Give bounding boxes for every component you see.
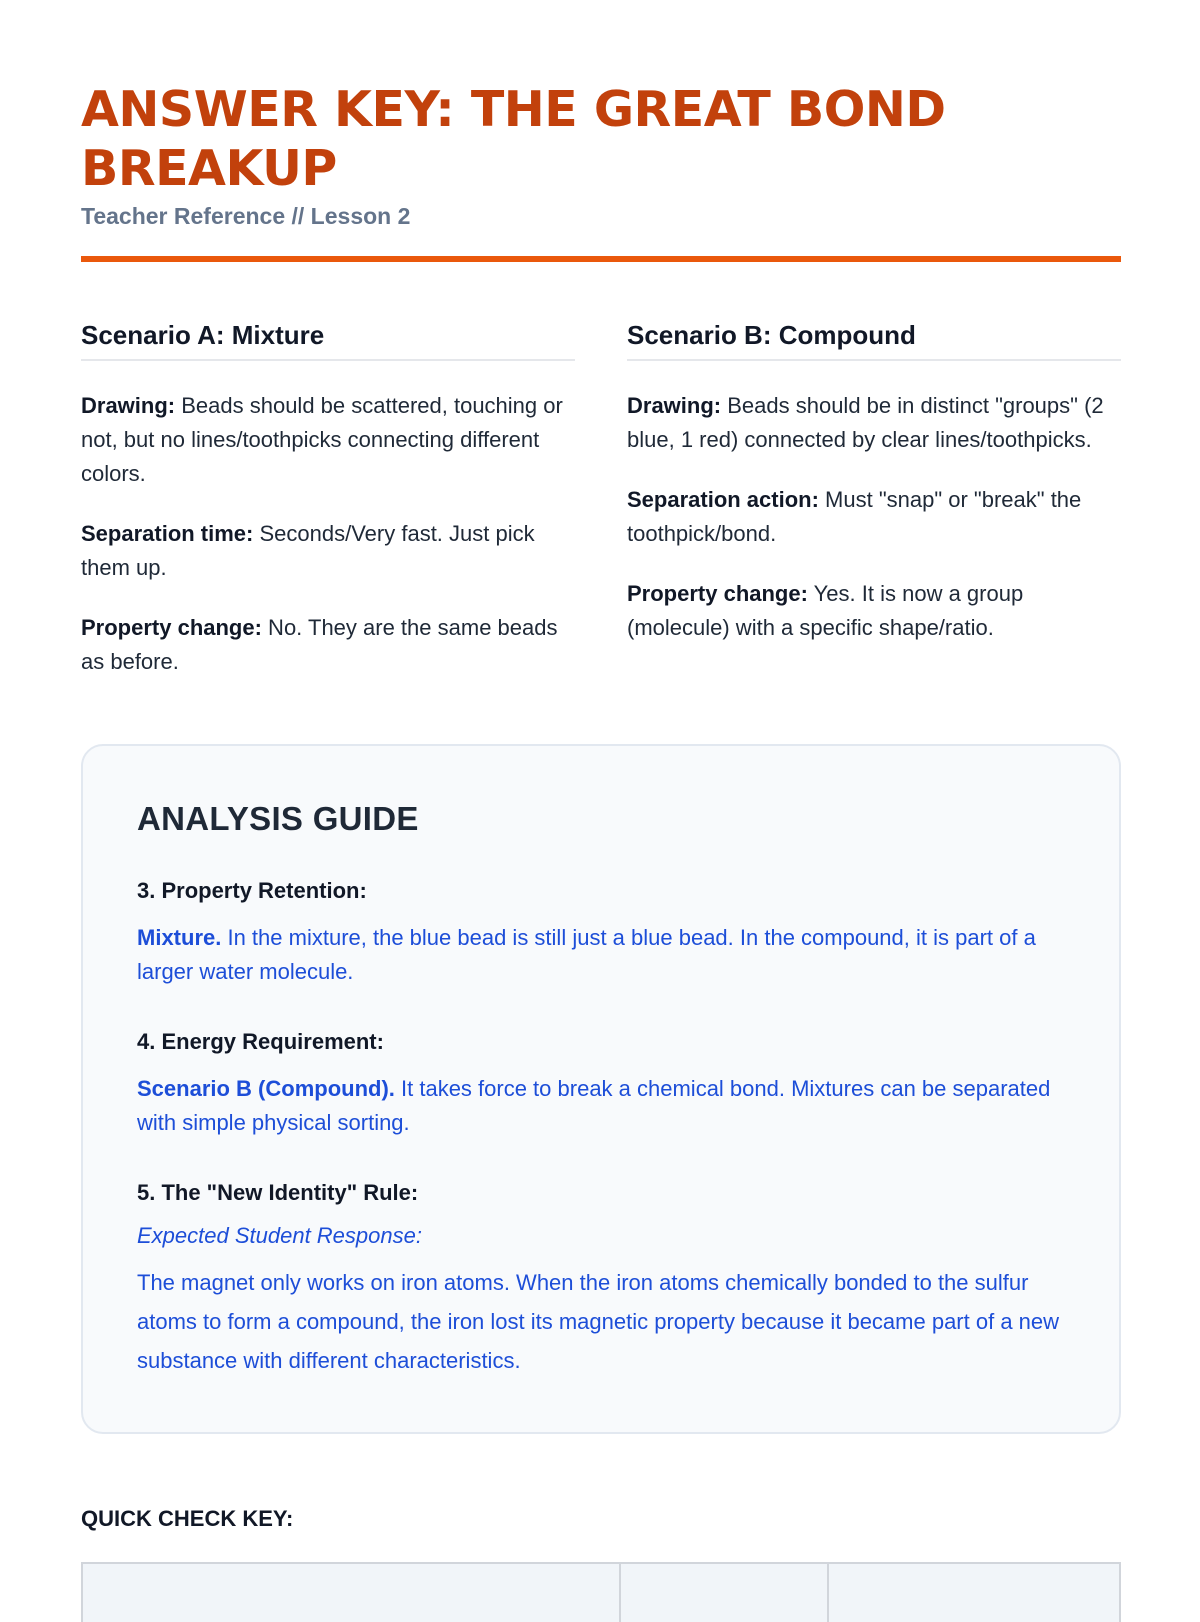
page-subtitle: Teacher Reference // Lesson 2	[81, 203, 411, 229]
question-4	[137, 1029, 1065, 1140]
scenario-a	[81, 317, 575, 679]
question-5-title: 5. The "New Identity" Rule:	[137, 1180, 419, 1205]
scenario-b-property-text: Yes. It is now a group (molecule) with a specific shape/ratio.	[627, 581, 1024, 640]
scenario-b-heading: Scenario B: Compound	[627, 317, 1121, 361]
question-5	[137, 1180, 1065, 1380]
quick-check-table-header-cell	[621, 1564, 829, 1622]
question-3-answer-text: In the mixture, the blue bead is still just a blue bead. In the compound, it is part of a larger water molecule.	[137, 925, 1036, 984]
scenario-b-separation	[627, 483, 1121, 551]
question-3	[137, 878, 1065, 989]
page-title: ANSWER KEY: THE GREAT BOND BREAKUP	[81, 81, 946, 197]
scenario-a-separation	[81, 517, 575, 585]
scenario-b-drawing-text: Beads should be in distinct "groups" (2 blue, 1 red) connected by clear lines/toothpicks.	[627, 393, 1104, 452]
scenario-a-property	[81, 611, 575, 679]
scenario-b-drawing	[627, 389, 1121, 457]
scenario-a-separation-label: Separation time:	[81, 521, 254, 546]
quick-check-heading: QUICK CHECK KEY:	[81, 1506, 294, 1531]
question-4-title: 4. Energy Requirement:	[137, 1029, 384, 1054]
scenario-a-drawing-label: Drawing:	[81, 393, 176, 418]
question-4-answer-text: It takes force to break a chemical bond. Mixtures can be separated with simple physical sorting.	[137, 1076, 1051, 1135]
question-4-answer	[137, 1072, 1065, 1140]
question-3-answer	[137, 921, 1065, 989]
scenario-b	[627, 317, 1121, 679]
scenario-b-separation-text: Must "snap" or "break" the toothpick/bond.	[627, 487, 1082, 546]
question-5-expected-label: Expected Student Response:	[137, 1223, 422, 1248]
scenarios-section	[81, 317, 1121, 679]
scenario-b-property	[627, 577, 1121, 645]
scenario-a-separation-text: Seconds/Very fast. Just pick them up.	[81, 521, 535, 580]
scenario-a-heading: Scenario A: Mixture	[81, 317, 575, 361]
question-3-answer-bold: Mixture.	[137, 925, 222, 950]
scenario-a-property-label: Property change:	[81, 615, 262, 640]
quick-check-table-header-cell	[829, 1564, 1119, 1622]
scenario-a-property-text: No. They are the same beads as before.	[81, 615, 558, 674]
header-divider	[81, 256, 1121, 262]
scenario-b-separation-label: Separation action:	[627, 487, 819, 512]
quick-check-table-header-cell	[83, 1564, 621, 1622]
scenario-a-drawing	[81, 389, 575, 491]
analysis-guide-heading: ANALYSIS GUIDE	[137, 800, 419, 837]
analysis-guide-box	[81, 744, 1121, 1434]
scenario-a-drawing-text: Beads should be scattered, touching or not, but no lines/toothpicks connecting different colors.	[81, 393, 563, 486]
quick-check-table	[81, 1562, 1121, 1622]
scenario-b-drawing-label: Drawing:	[627, 393, 722, 418]
question-3-title: 3. Property Retention:	[137, 878, 367, 903]
question-5-answer: The magnet only works on iron atoms. When the iron atoms chemically bonded to the sulfur atoms to form a compound, the iron lost its magnetic property because it became part of a new substance with different characteristics.	[137, 1270, 1060, 1373]
question-4-answer-bold: Scenario B (Compound).	[137, 1076, 395, 1101]
scenario-b-property-label: Property change:	[627, 581, 808, 606]
